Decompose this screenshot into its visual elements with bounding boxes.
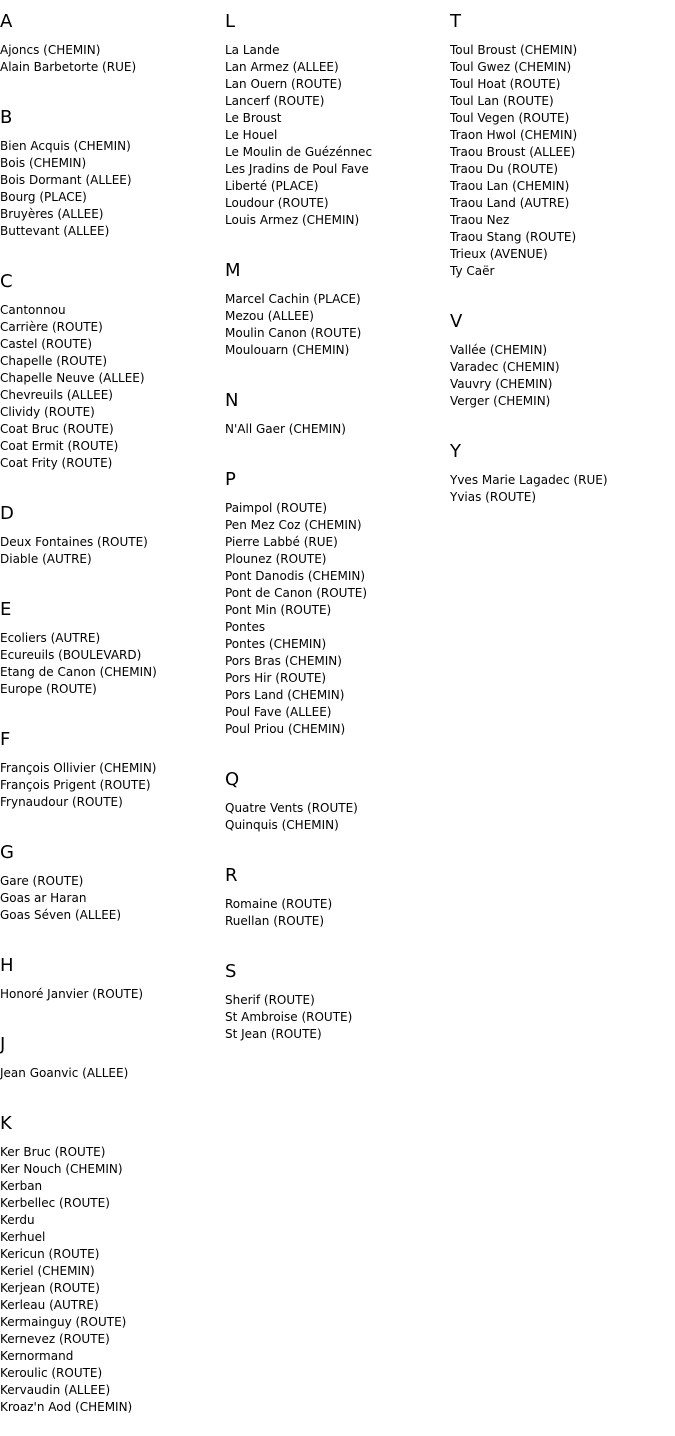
letter-section [0,588,225,698]
street-item: Poul Priou (CHEMIN) [225,722,346,736]
section-letter-heading: L [225,11,236,32]
section-letter-heading: A [0,11,13,32]
street-item: Pont Min (ROUTE) [225,603,332,617]
street-item: Marcel Cachin (PLACE) [225,292,361,306]
street-item: Jean Goanvic (ALLEE) [0,1066,129,1080]
street-item: Toul Lan (ROUTE) [450,94,554,108]
street-item: Kericun (ROUTE) [0,1247,100,1261]
section-letter-heading: V [450,311,463,332]
street-item: Traon Hwol (CHEMIN) [450,128,578,142]
street-item: Kervaudin (ALLEE) [0,1383,111,1397]
street-item: Keroulic (ROUTE) [0,1366,103,1380]
letter-section [225,0,450,229]
letter-section [225,854,450,930]
letter-section [0,1102,225,1416]
street-list [450,342,675,410]
street-item: Pontes [225,620,266,634]
street-item: Ker Bruc (ROUTE) [0,1145,106,1159]
street-list [0,42,225,76]
street-item: Coat Ermit (ROUTE) [0,439,119,453]
street-item: Poul Fave (ALLEE) [225,705,332,719]
letter-section [450,430,675,506]
street-item: Trieux (AVENUE) [450,247,548,261]
street-item: Lan Ouern (ROUTE) [225,77,342,91]
street-item: Cantonnou [0,303,66,317]
street-list [0,630,225,698]
letter-section [450,300,675,410]
street-item: Chapelle Neuve (ALLEE) [0,371,145,385]
street-item: Lan Armez (ALLEE) [225,60,339,74]
letter-section [0,718,225,811]
street-list [0,873,225,924]
street-item: Lancerf (ROUTE) [225,94,325,108]
street-list [0,1065,225,1082]
street-item: Vauvry (CHEMIN) [450,377,553,391]
letter-section [225,950,450,1043]
street-item: Kernevez (ROUTE) [0,1332,110,1346]
street-item: Ty Caër [450,264,495,278]
street-list [0,138,225,240]
street-item: St Jean (ROUTE) [225,1027,322,1041]
street-item: Le Broust [225,111,282,125]
section-letter-heading: N [225,390,239,411]
street-item: Kroaz'n Aod (CHEMIN) [0,1400,133,1414]
street-item: Goas ar Haran [0,891,87,905]
section-letter-heading: D [0,503,14,524]
street-item: La Lande [225,43,280,57]
street-item: Coat Bruc (ROUTE) [0,422,114,436]
street-column-3 [450,0,675,526]
street-item: Deux Fontaines (ROUTE) [0,535,148,549]
letter-section [225,758,450,834]
street-item: Loudour (ROUTE) [225,196,329,210]
street-item: Vallée (CHEMIN) [450,343,548,357]
street-list [450,472,675,506]
street-item: Toul Vegen (ROUTE) [450,111,570,125]
street-item: Toul Hoat (ROUTE) [450,77,561,91]
street-item: Frynaudour (ROUTE) [0,795,123,809]
street-item: Honoré Janvier (ROUTE) [0,987,144,1001]
street-item: Le Houel [225,128,278,142]
street-item: Kerdu [0,1213,35,1227]
street-item: Traou Stang (ROUTE) [450,230,577,244]
street-item: Le Moulin de Guézénnec [225,145,373,159]
street-list [0,302,225,472]
street-item: Goas Séven (ALLEE) [0,908,122,922]
section-letter-heading: C [0,271,13,292]
street-column-2 [225,0,450,1063]
section-letter-heading: H [0,955,14,976]
street-item: Romaine (ROUTE) [225,897,333,911]
section-letter-heading: B [0,107,13,128]
section-letter-heading: R [225,865,238,886]
section-letter-heading: J [0,1034,6,1055]
street-item: Diable (AUTRE) [0,552,92,566]
street-item: Pors Hir (ROUTE) [225,671,327,685]
street-item: Europe (ROUTE) [0,682,97,696]
street-item: Etang de Canon (CHEMIN) [0,665,157,679]
street-item: Traou Lan (CHEMIN) [450,179,570,193]
street-item: Pen Mez Coz (CHEMIN) [225,518,362,532]
street-item: Moulouarn (CHEMIN) [225,343,350,357]
street-item: Kerleau (AUTRE) [0,1298,99,1312]
letter-section [0,831,225,924]
street-list [225,42,450,229]
street-item: Bruyères (ALLEE) [0,207,104,221]
letter-section [225,249,450,359]
street-list [225,291,450,359]
section-letter-heading: F [0,729,11,750]
street-item: Bien Acquis (CHEMIN) [0,139,131,153]
street-item: François Prigent (ROUTE) [0,778,151,792]
letter-section [225,379,450,438]
letter-section [0,260,225,472]
street-item: Pont Danodis (CHEMIN) [225,569,366,583]
street-item: Les Jradins de Poul Fave [225,162,369,176]
street-item: Bois Dormant (ALLEE) [0,173,132,187]
street-item: Clividy (ROUTE) [0,405,95,419]
street-item: Moulin Canon (ROUTE) [225,326,362,340]
section-letter-heading: Y [450,441,461,462]
street-list [0,986,225,1003]
street-item: Bourg (PLACE) [0,190,87,204]
street-item: Sherif (ROUTE) [225,993,315,1007]
street-item: Buttevant (ALLEE) [0,224,110,238]
street-item: Mezou (ALLEE) [225,309,314,323]
street-item: Liberté (PLACE) [225,179,319,193]
letter-section [0,1023,225,1082]
street-item: Chevreuils (ALLEE) [0,388,113,402]
street-item: Kerban [0,1179,43,1193]
street-item: Alain Barbetorte (RUE) [0,60,137,74]
street-item: Ker Nouch (CHEMIN) [0,1162,123,1176]
street-item: Carrière (ROUTE) [0,320,103,334]
street-item: Gare (ROUTE) [0,874,84,888]
street-list [450,42,675,280]
street-item: Traou Du (ROUTE) [450,162,559,176]
street-item: Ajoncs (CHEMIN) [0,43,101,57]
street-list [225,800,450,834]
street-item: Ecureuils (BOULEVARD) [0,648,142,662]
letter-section [0,492,225,568]
street-item: Kerhuel [0,1230,46,1244]
street-item: Yvias (ROUTE) [450,490,537,504]
street-column-1 [0,0,225,1436]
letter-section [0,0,225,76]
street-list [225,421,450,438]
street-item: Traou Nez [450,213,510,227]
street-item: Kermainguy (ROUTE) [0,1315,127,1329]
street-item: Quatre Vents (ROUTE) [225,801,358,815]
street-list [225,896,450,930]
street-item: Kerbellec (ROUTE) [0,1196,110,1210]
street-item: Pontes (CHEMIN) [225,637,327,651]
street-item: Varadec (CHEMIN) [450,360,560,374]
street-item: Pierre Labbé (RUE) [225,535,338,549]
letter-section [225,458,450,738]
section-letter-heading: P [225,469,236,490]
street-item: François Ollivier (CHEMIN) [0,761,157,775]
street-item: St Ambroise (ROUTE) [225,1010,353,1024]
section-letter-heading: Q [225,769,240,790]
street-item: Pont de Canon (ROUTE) [225,586,368,600]
street-item: Plounez (ROUTE) [225,552,327,566]
street-item: Toul Broust (CHEMIN) [450,43,578,57]
street-item: Coat Frity (ROUTE) [0,456,113,470]
street-item: Traou Land (AUTRE) [450,196,570,210]
street-list [0,534,225,568]
street-item: Pors Land (CHEMIN) [225,688,345,702]
street-item: Quinquis (CHEMIN) [225,818,339,832]
street-list [0,1144,225,1416]
street-item: Yves Marie Lagadec (RUE) [450,473,608,487]
street-item: Verger (CHEMIN) [450,394,551,408]
street-item: Ecoliers (AUTRE) [0,631,101,645]
letter-section [0,944,225,1003]
street-item: Paimpol (ROUTE) [225,501,328,515]
street-item: Kerjean (ROUTE) [0,1281,100,1295]
letter-section [0,96,225,240]
street-item: Louis Armez (CHEMIN) [225,213,360,227]
street-list [225,500,450,738]
street-item: Pors Bras (CHEMIN) [225,654,342,668]
street-item: Bois (CHEMIN) [0,156,87,170]
street-item: Chapelle (ROUTE) [0,354,108,368]
section-letter-heading: E [0,599,12,620]
section-letter-heading: M [225,260,241,281]
street-item: Castel (ROUTE) [0,337,93,351]
street-item: Toul Gwez (CHEMIN) [450,60,572,74]
section-letter-heading: G [0,842,14,863]
section-letter-heading: T [450,11,461,32]
street-list [0,760,225,811]
street-item: Kernormand [0,1349,74,1363]
street-item: N'All Gaer (CHEMIN) [225,422,346,436]
street-item: Traou Broust (ALLEE) [450,145,576,159]
section-letter-heading: K [0,1113,12,1134]
letter-section [450,0,675,280]
street-item: Keriel (CHEMIN) [0,1264,95,1278]
street-item: Ruellan (ROUTE) [225,914,325,928]
section-letter-heading: S [225,961,237,982]
street-list [225,992,450,1043]
